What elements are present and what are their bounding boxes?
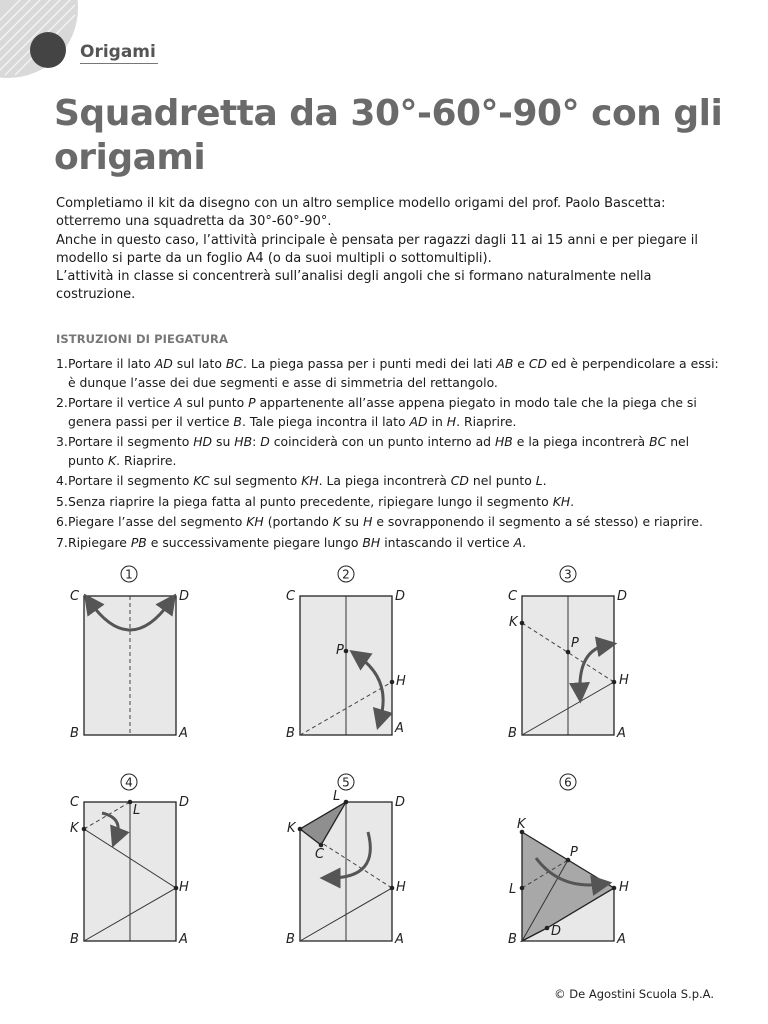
label-C: C xyxy=(508,589,518,604)
figure-4 xyxy=(70,774,189,947)
instructions-heading: ISTRUZIONI DI PIEGATURA xyxy=(56,332,228,346)
page-title: Squadretta da 30°-60°-90° con gli origami xyxy=(54,93,723,178)
label-A: A xyxy=(395,932,404,947)
label-A: A xyxy=(179,726,188,741)
folding-diagrams xyxy=(0,560,768,980)
label-D: D xyxy=(617,589,628,604)
instruction-step xyxy=(56,513,726,532)
label-H: H xyxy=(619,880,629,895)
label-H: H xyxy=(619,673,629,688)
label-D: D xyxy=(395,795,406,810)
intro-paragraph: Completiamo il kit da disegno con un altro semplice modello origami del prof. Paolo Bascetta: otterremo una squadretta da 30°-60°-90°. xyxy=(56,196,666,230)
label-H: H xyxy=(396,880,406,895)
label-K: K xyxy=(517,817,526,832)
instructions-list xyxy=(56,355,726,554)
label-D: D xyxy=(179,795,190,810)
figure-3 xyxy=(508,566,629,741)
figure-2 xyxy=(286,566,406,741)
label-L: L xyxy=(133,803,141,818)
figure-6 xyxy=(508,774,629,947)
copyright: © De Agostini Scuola S.p.A. xyxy=(554,987,714,1001)
figure-number: 1 xyxy=(125,567,133,582)
label-L: L xyxy=(333,789,341,804)
step-number: 4. xyxy=(56,473,68,488)
figure-number: 5 xyxy=(342,775,350,790)
corner-decoration xyxy=(0,0,80,80)
label-D: D xyxy=(179,589,190,604)
label-P: P xyxy=(336,643,344,658)
label-A: A xyxy=(617,932,626,947)
step-text: Senza riaprire la piega fatta al punto precedente, ripiegare lungo il segmento KH. xyxy=(68,493,575,509)
step-text: Portare il segmento HD su HB: D coinciderà con un punto interno ad HB e la piega incontrerà BC nel punto K. Riaprire. xyxy=(68,434,690,468)
step-number: 6. xyxy=(56,514,68,529)
step-number: 7. xyxy=(56,534,68,550)
step-number: 1. xyxy=(56,356,68,371)
label-B: B xyxy=(286,726,295,741)
figure-5 xyxy=(286,774,406,947)
label-C: C xyxy=(286,589,296,604)
label-K: K xyxy=(509,615,518,630)
figure-number: 6 xyxy=(564,775,572,790)
label-B: B xyxy=(508,726,517,741)
label-H: H xyxy=(179,880,189,895)
intro-paragraph: L’attività in classe si concentrerà sull’analisi degli angoli che si formano naturalmente nella costruzione. xyxy=(56,269,652,303)
step-text: Portare il lato AD sul lato BC. La piega passa per i punti medi dei lati AB e CD ed è perpendicolare a essi: è dunque l’asse dei due segmenti e asse di simmetria del rettangolo. xyxy=(68,356,719,390)
label-K: K xyxy=(70,821,79,836)
section-label: Origami xyxy=(80,42,156,62)
label-B: B xyxy=(286,932,295,947)
figure-1 xyxy=(70,566,189,741)
label-A: A xyxy=(179,932,188,947)
instruction-step xyxy=(56,394,726,431)
instruction-step xyxy=(56,472,726,491)
instruction-step xyxy=(56,493,726,512)
step-text: Piegare l’asse del segmento KH (portando K su H e sovrapponendo il segmento a sé stesso) e riaprire. xyxy=(68,514,703,529)
label-A: A xyxy=(395,721,404,736)
label-P: P xyxy=(570,845,578,860)
step-number: 3. xyxy=(56,434,68,449)
step-text: Portare il vertice A sul punto P appartenente all’asse appena piegato in modo tale che la piega che si genera passi per il vertice B. Tale piega incontra il lato AD in H. Riaprire. xyxy=(68,395,697,429)
label-L: L xyxy=(509,882,517,897)
step-number: 5. xyxy=(56,493,68,509)
label-C: C xyxy=(315,847,325,862)
step-text: Ripiegare PB e successivamente piegare lungo BH intascando il vertice A. xyxy=(68,534,527,550)
label-B: B xyxy=(70,726,79,741)
instruction-step xyxy=(56,355,726,392)
label-C: C xyxy=(70,795,80,810)
label-D: D xyxy=(551,924,562,939)
label-D: D xyxy=(395,589,406,604)
figure-number: 2 xyxy=(342,567,350,582)
label-B: B xyxy=(70,932,79,947)
label-B: B xyxy=(508,932,517,947)
label-H: H xyxy=(396,674,406,689)
step-number: 2. xyxy=(56,395,68,410)
label-P: P xyxy=(571,636,579,651)
instruction-step xyxy=(56,433,726,470)
instruction-step xyxy=(56,534,726,553)
figure-number: 3 xyxy=(564,567,572,582)
label-C: C xyxy=(70,589,80,604)
label-A: A xyxy=(617,726,626,741)
label-K: K xyxy=(287,821,296,836)
intro-paragraph: Anche in questo caso, l’attività principale è pensata per ragazzi dagli 11 ai 15 anni e per piegare il modello si parte da un foglio A4 (o da suoi multipli o sottomultipli). xyxy=(56,232,698,266)
figure-number: 4 xyxy=(125,775,133,790)
step-text: Portare il segmento KC sul segmento KH. La piega incontrerà CD nel punto L. xyxy=(68,473,547,488)
intro-text xyxy=(56,195,716,305)
